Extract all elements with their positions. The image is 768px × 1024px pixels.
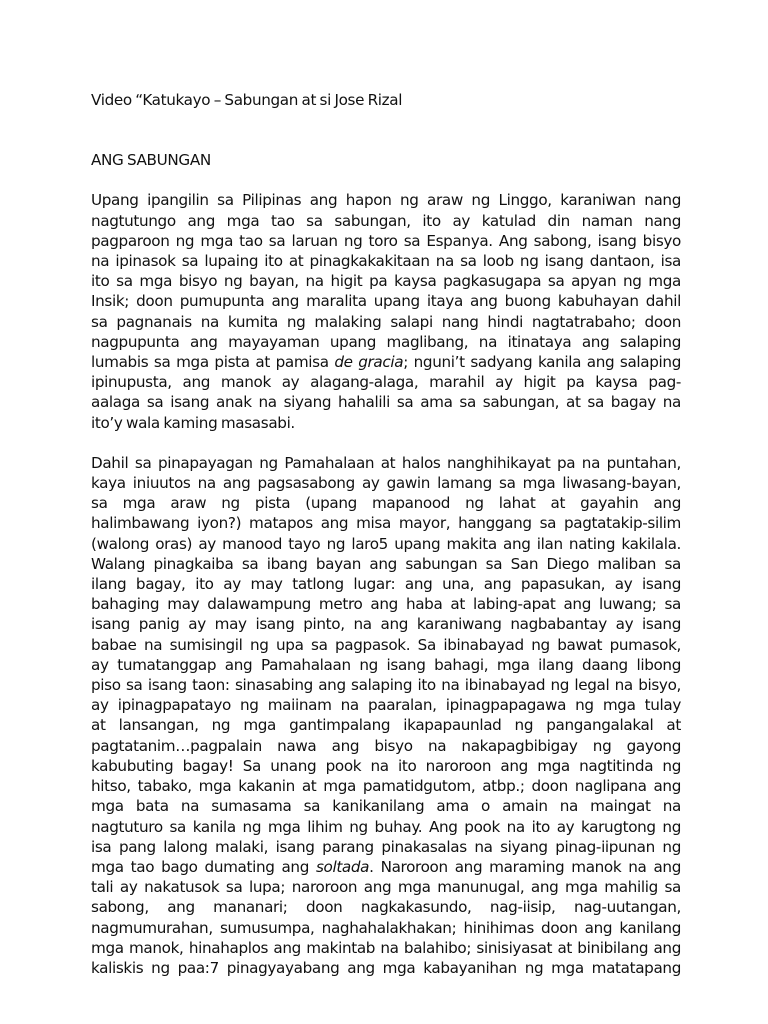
- text-line: kaya iniuutos na ang pagsasabong ay gawin lamang sa mga liwasang-bayan,: [91, 474, 681, 493]
- text-line: at lansangan, ng mga gantimpalang ikapapaunlad ng pangangalakal at: [91, 716, 681, 735]
- text-line: ilang bagay, ito ay may tatlong lugar: ang una, ang papasukan, ay isang: [91, 575, 681, 594]
- text-line: na ipinasok sa lupaing ito at pinagkakakitaan na sa loob ng isang dantaon, isa: [91, 252, 681, 271]
- paragraph-1: [91, 190, 681, 432]
- text-line: Dahil sa pinapayagan ng Pamahalaan at halos nanghihikayat pa na puntahan,: [91, 453, 681, 472]
- text-line: sa mga araw ng pista (upang mapanood ng lahat at gayahin ang: [91, 494, 681, 513]
- text-line: mga manok, hinahaplos ang makintab na balahibo; sinisiyasat at binibilang ang: [91, 938, 681, 957]
- text-line: ito’y wala kaming masasabi.: [91, 413, 295, 432]
- text-line: piso sa isang taon: sinasabing ang salaping ito na ibinabayad ng legal na bisyo,: [91, 676, 681, 695]
- text-line: pagparoon ng mga tao sa laruan ng toro sa Espanya. Ang sabong, isang bisyo: [91, 231, 681, 250]
- text-line: nagpupunta ang mayayaman upang maglibang, na itinataya ang salaping: [91, 332, 681, 351]
- text-line: aalaga sa isang anak na siyang hahalili sa ama sa sabungan, at sa bagay na: [91, 393, 681, 412]
- text-line: mga tao bago dumating ang soltada. Naroroon ang maraming manok na ang: [91, 857, 681, 876]
- text-line: kabubuting bagay! Sa unang pook na ito naroroon ang mga nagtitinda ng: [91, 756, 681, 775]
- text-line: pagtatanim…pagpalain nawa ang bisyo na nakapagbibigay ng gayong: [91, 736, 681, 755]
- text-line: mga bata na sumasama sa kanikanilang ama o amain na maingat na: [91, 797, 681, 816]
- text-line: nagtutungo ang mga tao sa sabungan, ito ay katulad din naman nang: [91, 211, 681, 230]
- text-line: Walang pinagkaiba sa ibang bayan ang sabungan sa San Diego maliban sa: [91, 554, 681, 573]
- text-line: isang panig ay may isang pinto, na ang karaniwang nagbabantay ay isang: [91, 615, 681, 634]
- text-line: hitso, tabako, mga kakanin at mga pamatidgutom, atbp.; doon naglipana ang: [91, 777, 681, 796]
- text-line: sabong, ang mananari; doon nagkakasundo, nag-iisip, nag-uutangan,: [91, 898, 681, 917]
- paragraph-2: [91, 453, 681, 978]
- italic-term: soltada: [315, 857, 370, 876]
- text-line: (walong oras) ay manood tayo ng laro5 upang makita ang ilan nating kakilala.: [91, 534, 681, 553]
- text-line: kaliskis ng paa:7 pinagyayabang ang mga kabayanihan ng mga matatapang: [91, 958, 681, 977]
- text-line: isa pang lalong malaki, isang parang pinakasalas na siyang pinag-iipunan ng: [91, 837, 681, 856]
- italic-term: de gracia: [334, 353, 404, 372]
- document-page: [91, 90, 681, 998]
- text-line: ay ipinagpapatayo ng maiinam na paaralan, ipinagpapagawa ng mga tulay: [91, 696, 681, 715]
- text-line: Upang ipangilin sa Pilipinas ang hapon ng araw ng Linggo, karaniwan nang: [91, 191, 681, 210]
- text-line: tali ay nakatusok sa lupa; naroroon ang mga manunugal, ang mga mahilig sa: [91, 878, 681, 897]
- text-line: lumabis sa mga pista at pamisa de gracia; nguni’t sadyang kanila ang salaping: [91, 353, 681, 372]
- text-line: sa pagnanais na kumita ng malaking salapi nang hindi nagtatrabaho; doon: [91, 312, 681, 331]
- text-line: ipinupusta, ang manok ay alagang-alaga, marahil ay higit pa kaysa pag-: [91, 373, 681, 392]
- text-line: ay tumatanggap ang Pamahalaan ng isang bahagi, mga ilang daang libong: [91, 655, 681, 674]
- text-line: halimbawang iyon?) matapos ang misa mayor, hanggang sa pagtatakip-silim: [91, 514, 681, 533]
- document-title: Video “Katukayo – Sabungan at si Jose Rizal: [91, 91, 403, 109]
- text-line: nagtuturo sa kanila ng mga lihim ng buhay. Ang pook na ito ay karugtong ng: [91, 817, 681, 836]
- text-line: babae na sumisingil ng upa sa pagpasok. Sa ibinabayad ng bawat pumasok,: [91, 635, 681, 654]
- text-line: ito sa mga bisyo ng bayan, na higit pa kaysa pagkasugapa sa apyan ng mga: [91, 272, 681, 291]
- text-line: bahaging may dalawampung metro ang haba at labing-apat ang luwang; sa: [91, 595, 681, 614]
- text-line: nagmumurahan, sumusumpa, naghahalakhakan; hinihimas doon ang kanilang: [91, 918, 681, 937]
- section-heading: ANG SABUNGAN: [91, 151, 211, 170]
- text-line: Insik; doon pumupunta ang maralita upang itaya ang buong kabuhayan dahil: [91, 292, 681, 311]
